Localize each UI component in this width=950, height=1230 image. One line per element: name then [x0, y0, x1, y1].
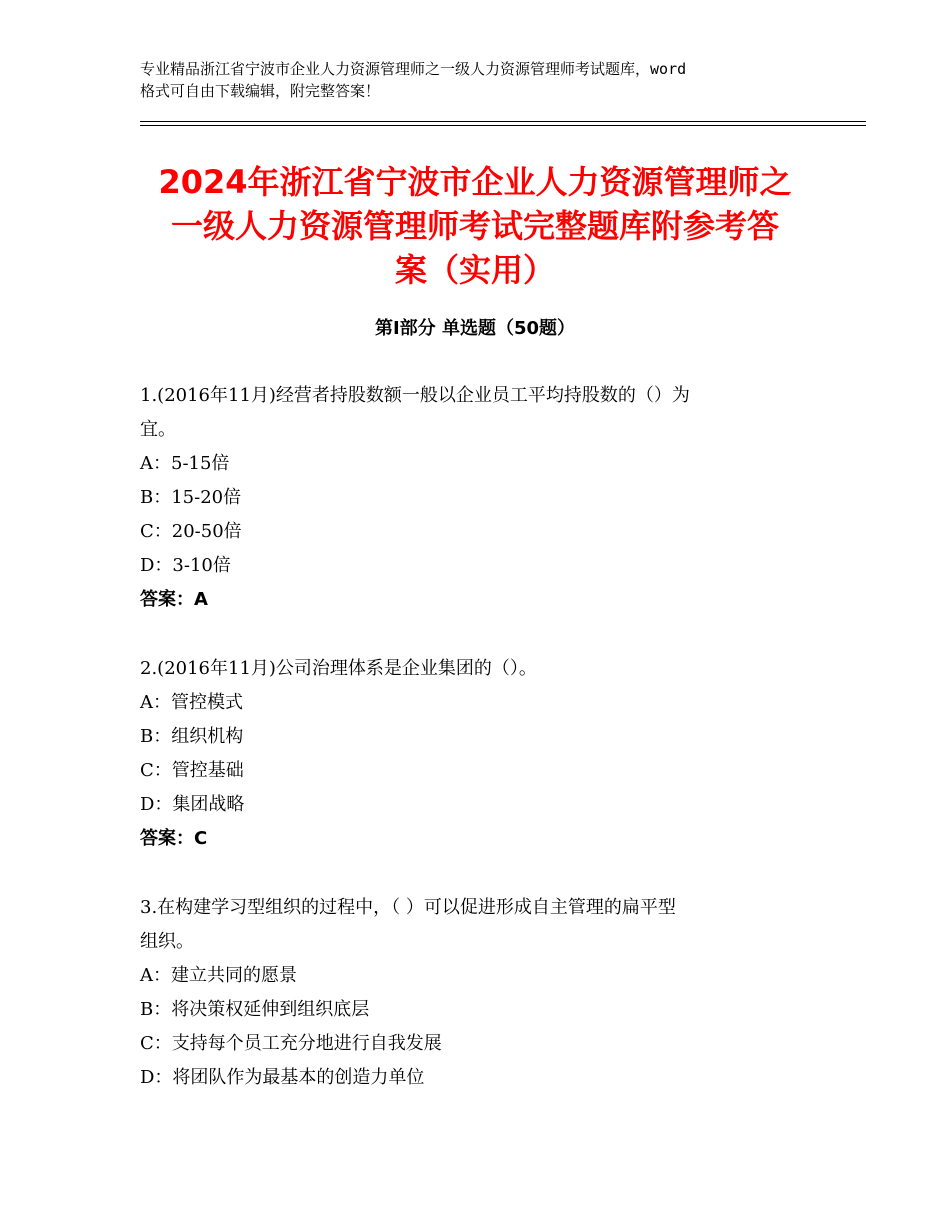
- option-c: C：管控基础: [140, 760, 244, 781]
- header-note-line-1: 专业精品浙江省宁波市企业人力资源管理师之一级人力资源管理师考试题库，word: [140, 60, 687, 78]
- option-d: D：将团队作为最基本的创造力单位: [140, 1067, 425, 1088]
- option-d: D：集团战略: [140, 794, 245, 815]
- question-text: [140, 652, 820, 686]
- section-title: 第Ⅰ部分 单选题（50题）: [374, 318, 575, 339]
- option-d: D：3-10倍: [140, 555, 231, 576]
- document-title: [130, 160, 820, 292]
- answer: 答案：C: [140, 828, 208, 849]
- answer: 答案：A: [140, 589, 208, 610]
- option-a: A：5-15倍: [140, 453, 230, 474]
- title-line-3: 案（实用）: [394, 251, 555, 289]
- question-text-line-1: 1.(2016年11月)经营者持股数额一般以企业员工平均持股数的（）为: [140, 385, 690, 406]
- question-3: [140, 891, 820, 1095]
- question-2: [140, 652, 820, 856]
- title-line-2: 一级人力资源管理师考试完整题库附参考答: [170, 207, 779, 245]
- option-a: A：建立共同的愿景: [140, 965, 297, 986]
- header-divider-bottom: [140, 125, 866, 126]
- option-c: C：20-50倍: [140, 521, 242, 542]
- header-divider-top: [140, 121, 866, 122]
- option-c: C：支持每个员工充分地进行自我发展: [140, 1033, 442, 1054]
- question-text-line-2: 宜。: [140, 419, 176, 440]
- option-a: A：管控模式: [140, 692, 243, 713]
- question-text-line-1: 3.在构建学习型组织的过程中，（ ）可以促进形成自主管理的扁平型: [140, 897, 676, 918]
- title-line-1: 2024年浙江省宁波市企业人力资源管理师之: [158, 163, 792, 201]
- option-b: B：15-20倍: [140, 487, 242, 508]
- header-note-line-2: 格式可自由下载编辑，附完整答案！: [140, 82, 381, 100]
- question-text: [140, 891, 820, 959]
- question-text-line-1: 2.(2016年11月)公司治理体系是企业集团的（）。: [140, 658, 537, 679]
- question-text-line-2: 组织。: [140, 931, 194, 952]
- option-b: B：组织机构: [140, 726, 244, 747]
- question-text: [140, 379, 820, 447]
- question-1: [140, 379, 820, 617]
- option-b: B：将决策权延伸到组织底层: [140, 999, 370, 1020]
- header-note: [140, 58, 820, 102]
